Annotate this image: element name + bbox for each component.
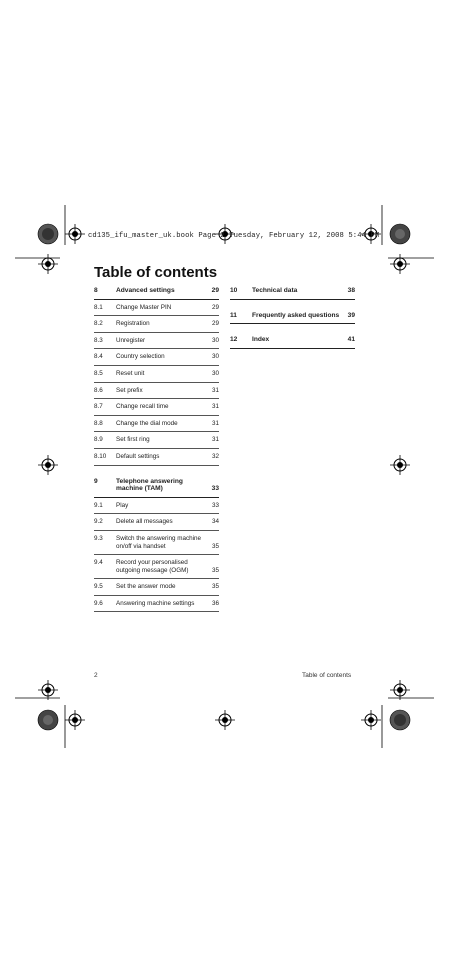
page-title: Table of contents xyxy=(94,264,218,281)
toc-entry[interactable] xyxy=(94,498,219,515)
toc-entry-page: 34 xyxy=(211,518,219,526)
toc-entry[interactable] xyxy=(94,579,219,596)
toc-entry[interactable] xyxy=(230,332,355,349)
toc-left-column xyxy=(94,283,219,612)
toc-entry-label: Default settings xyxy=(116,452,160,460)
toc-entry-page: 36 xyxy=(211,599,219,607)
toc-entry-label: Telephone answering machine (TAM) xyxy=(116,477,183,493)
toc-entry-page: 39 xyxy=(347,311,355,319)
registration-disc-icon xyxy=(38,710,58,730)
toc-entry-number: 8 xyxy=(94,287,98,294)
toc-entry-number: 9.6 xyxy=(94,599,103,607)
toc-entry-page: 29 xyxy=(211,303,219,311)
toc-entry[interactable] xyxy=(94,432,219,449)
toc-entry-label: Switch the answering machine on/off via handset xyxy=(116,534,202,550)
toc-entry-label: Index xyxy=(252,336,270,344)
toc-entry-page: 41 xyxy=(347,336,355,344)
footer-section-title: Table of contents xyxy=(302,672,352,679)
toc-entry-page: 35 xyxy=(211,583,219,591)
registration-cross-icon xyxy=(65,224,85,244)
toc-entry-label: Frequently asked questions xyxy=(252,311,340,319)
toc-entry-number: 9.4 xyxy=(94,559,103,567)
toc-entry-page: 31 xyxy=(211,403,219,411)
toc-entry-page: 31 xyxy=(211,386,219,394)
toc-entry-page: 30 xyxy=(211,369,219,377)
registration-cross-icon xyxy=(38,455,58,475)
registration-disc-icon xyxy=(38,224,58,244)
toc-entry-label: Play xyxy=(116,501,129,509)
toc-entry-number: 9.2 xyxy=(94,518,103,526)
toc-entry-page: 31 xyxy=(211,436,219,444)
toc-entry-page: 35 xyxy=(211,542,219,550)
toc-entry[interactable] xyxy=(94,514,219,531)
toc-entry-number: 8.7 xyxy=(94,403,103,411)
toc-entry-label: Country selection xyxy=(116,353,165,361)
page-number: 2 xyxy=(94,672,98,679)
toc-entry[interactable] xyxy=(94,316,219,333)
toc-entry-page: 30 xyxy=(211,336,219,344)
toc-entry[interactable] xyxy=(94,300,219,317)
toc-entry-label: Answering machine settings xyxy=(116,599,195,607)
toc-entry-number: 8.10 xyxy=(94,452,107,460)
toc-entry[interactable] xyxy=(94,416,219,433)
toc-entry-label: Delete all messages xyxy=(116,518,173,526)
toc-entry-number: 8.8 xyxy=(94,419,103,427)
toc-entry-page: 38 xyxy=(347,287,355,294)
toc-entry-label: Change Master PIN xyxy=(116,303,172,311)
toc-entry-number: 11 xyxy=(230,311,237,319)
toc-entry-page: 29 xyxy=(211,287,219,294)
toc-entry[interactable] xyxy=(94,449,219,466)
toc-entry-label: Set first ring xyxy=(116,436,150,444)
toc-entry-label: Technical data xyxy=(252,287,298,294)
toc-entry[interactable] xyxy=(94,531,219,555)
toc-right-column xyxy=(230,283,355,349)
toc-entry-page: 32 xyxy=(211,452,219,460)
toc-entry[interactable] xyxy=(94,474,219,498)
toc-entry-number: 8.1 xyxy=(94,303,103,311)
registration-cross-icon xyxy=(215,710,235,730)
registration-cross-icon xyxy=(65,710,85,730)
toc-entry[interactable] xyxy=(94,283,219,300)
toc-entry-page: 33 xyxy=(211,485,219,493)
toc-entry-number: 8.2 xyxy=(94,320,103,328)
toc-entry-number: 8.4 xyxy=(94,353,103,361)
toc-entry-number: 8.9 xyxy=(94,436,103,444)
toc-entry[interactable] xyxy=(94,596,219,613)
toc-entry-number: 9.5 xyxy=(94,583,103,591)
toc-entry-number: 8.6 xyxy=(94,386,103,394)
toc-entry[interactable] xyxy=(94,349,219,366)
registration-cross-icon xyxy=(390,254,410,274)
toc-entry-number: 8.3 xyxy=(94,336,103,344)
toc-entry-page: 35 xyxy=(211,566,219,574)
registration-cross-icon xyxy=(390,680,410,700)
toc-entry[interactable] xyxy=(230,308,355,325)
toc-entry-label: Set prefix xyxy=(116,386,143,394)
toc-entry-label: Change the dial mode xyxy=(116,419,178,427)
registration-disc-icon xyxy=(390,710,410,730)
toc-entry[interactable] xyxy=(94,383,219,400)
toc-entry[interactable] xyxy=(94,555,219,579)
toc-entry-page: 33 xyxy=(211,501,219,509)
toc-entry[interactable] xyxy=(94,399,219,416)
toc-entry-label: Reset unit xyxy=(116,369,145,377)
toc-entry-label: Advanced settings xyxy=(116,287,175,294)
toc-entry-number: 8.5 xyxy=(94,369,103,377)
toc-entry-number: 12 xyxy=(230,336,238,344)
running-header: cd135_ifu_master_uk.book Page 2 Tuesday, February 12, 2008 5:44 PM xyxy=(88,232,380,240)
toc-entry-number: 9 xyxy=(94,477,98,485)
registration-disc-icon xyxy=(390,224,410,244)
toc-entry-label: Set the answer mode xyxy=(116,583,176,591)
toc-entry-number: 9.1 xyxy=(94,501,103,509)
toc-entry[interactable] xyxy=(230,283,355,300)
registration-cross-icon xyxy=(38,680,58,700)
toc-entry-label: Unregister xyxy=(116,336,146,344)
toc-entry-number: 10 xyxy=(230,287,238,294)
toc-entry-label: Change recall time xyxy=(116,403,169,411)
toc-entry-page: 29 xyxy=(211,320,219,328)
registration-cross-icon xyxy=(361,710,381,730)
toc-entry-label: Record your personalised outgoing message (OGM) xyxy=(116,559,189,574)
toc-entry-page: 31 xyxy=(211,419,219,427)
toc-entry[interactable] xyxy=(94,333,219,350)
toc-entry-label: Registration xyxy=(116,320,150,328)
registration-cross-icon xyxy=(38,254,58,274)
toc-entry-page: 30 xyxy=(211,353,219,361)
registration-cross-icon xyxy=(390,455,410,475)
toc-entry-number: 9.3 xyxy=(94,534,103,542)
toc-entry[interactable] xyxy=(94,366,219,383)
